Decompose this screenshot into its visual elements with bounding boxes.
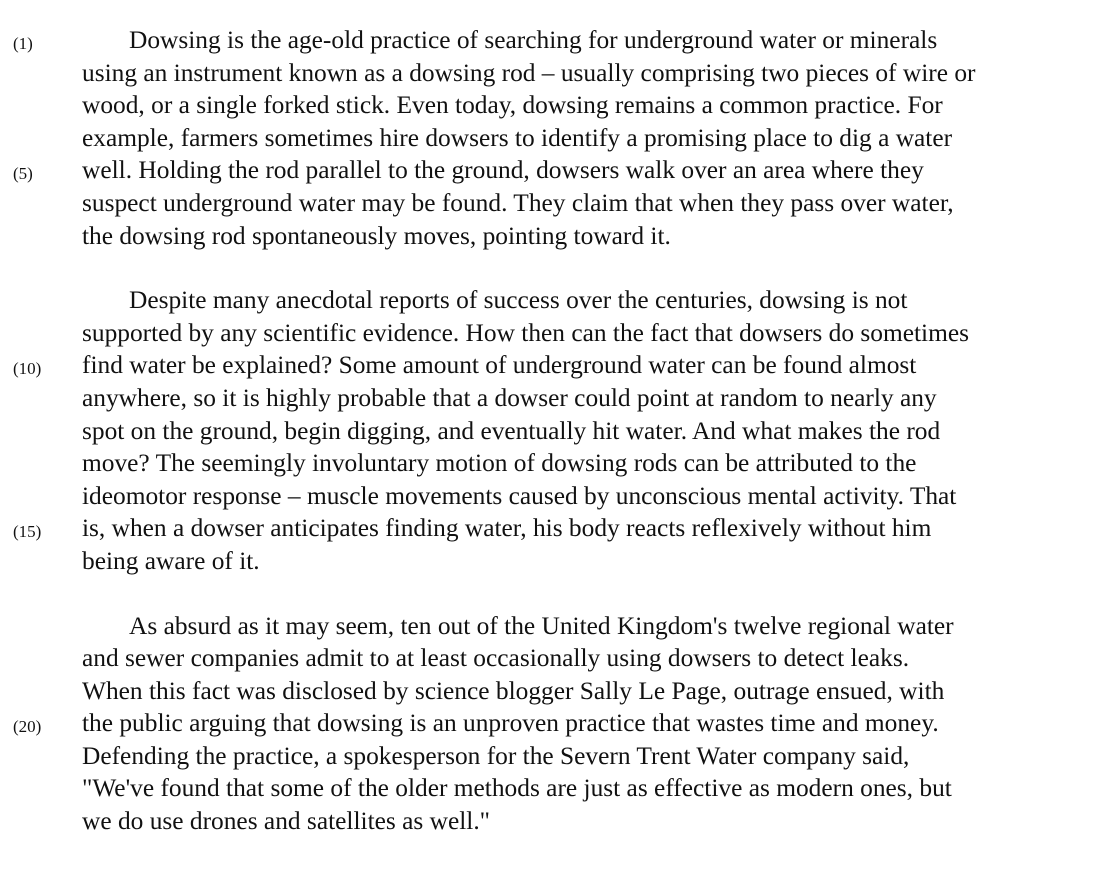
line-number: (1) (13, 34, 33, 53)
passage-line (0, 317, 1116, 350)
paragraph-1 (0, 24, 1116, 252)
passage-line (0, 349, 1116, 382)
passage-line (0, 187, 1116, 220)
line-text: spot on the ground, begin digging, and eventually hit water. And what makes the rod (82, 416, 941, 445)
line-text: wood, or a single forked stick. Even today, dowsing remains a common practice. For (82, 91, 943, 120)
line-text: we do use drones and satellites as well." (82, 807, 491, 836)
line-text: well. Holding the rod parallel to the ground, dowsers walk over an area where they (82, 156, 924, 185)
line-text: and sewer companies admit to at least occasionally using dowsers to detect leaks. (82, 644, 910, 673)
passage-line (0, 772, 1116, 805)
paragraph-spacer (0, 252, 1116, 284)
paragraph-3 (0, 610, 1116, 838)
line-text: "We've found that some of the older methods are just as effective as modern ones, but (82, 774, 952, 803)
passage-line (0, 220, 1116, 253)
line-text: As absurd as it may seem, ten out of the United Kingdom's twelve regional water (129, 611, 954, 640)
passage-line (0, 610, 1116, 643)
paragraph-spacer (0, 578, 1116, 610)
passage-line (0, 480, 1116, 513)
line-number: (20) (13, 717, 42, 737)
passage-line (0, 122, 1116, 155)
passage-line (0, 447, 1116, 480)
passage-line (0, 545, 1116, 578)
passage-line (0, 154, 1116, 187)
line-text: Defending the practice, a spokesperson for the Severn Trent Water company said, (82, 741, 910, 770)
line-text: example, farmers sometimes hire dowsers to identify a promising place to dig a water (82, 123, 953, 152)
passage-line (0, 382, 1116, 415)
line-text: the public arguing that dowsing is an unproven practice that wastes time and money. (82, 709, 939, 738)
line-text: supported by any scientific evidence. How then can the fact that dowsers do sometimes (82, 318, 969, 347)
passage-line (0, 805, 1116, 838)
line-text: When this fact was disclosed by science blogger Sally Le Page, outrage ensued, with (82, 676, 945, 705)
line-text: Dowsing is the age-old practice of searching for underground water or minerals (129, 26, 938, 54)
passage-line (0, 512, 1116, 545)
passage-line (0, 89, 1116, 122)
reading-passage (0, 24, 1116, 838)
passage-line (0, 642, 1116, 675)
line-text: Despite many anecdotal reports of success over the centuries, dowsing is not (129, 286, 908, 315)
line-text: find water be explained? Some amount of underground water can be found almost (82, 351, 917, 380)
passage-line (0, 24, 1116, 57)
line-text: using an instrument known as a dowsing rod – usually comprising two pieces of wire or (82, 58, 976, 87)
line-number: (15) (13, 522, 42, 542)
passage-line (0, 415, 1116, 448)
line-text: anywhere, so it is highly probable that a dowser could point at random to nearly any (82, 383, 937, 412)
passage-line (0, 57, 1116, 90)
line-text: is, when a dowser anticipates finding water, his body reacts reflexively without him (82, 514, 932, 543)
passage-line (0, 284, 1116, 317)
line-text: move? The seemingly involuntary motion of dowsing rods can be attributed to the (82, 449, 917, 478)
line-text: suspect underground water may be found. They claim that when they pass over water, (82, 188, 954, 217)
passage-line (0, 707, 1116, 740)
line-text: ideomotor response – muscle movements caused by unconscious mental activity. That (82, 481, 957, 510)
line-text: the dowsing rod spontaneously moves, pointing toward it. (82, 221, 671, 250)
line-number: (5) (13, 164, 33, 184)
line-text: being aware of it. (82, 546, 260, 575)
passage-line (0, 675, 1116, 708)
paragraph-2 (0, 284, 1116, 577)
line-number: (10) (13, 359, 42, 379)
passage-line (0, 740, 1116, 773)
